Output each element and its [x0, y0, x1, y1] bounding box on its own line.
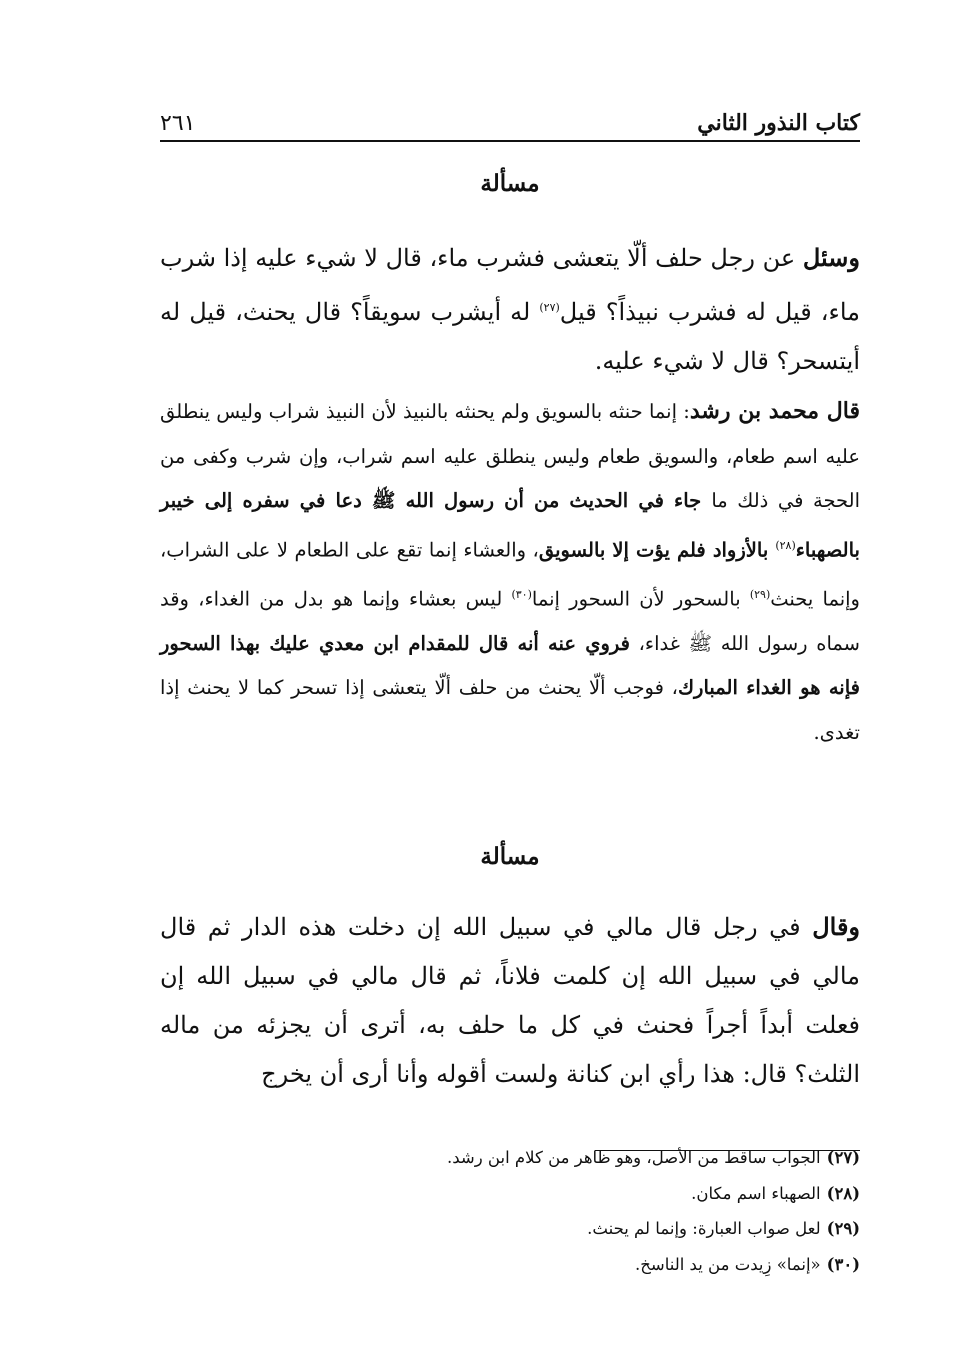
paragraph-text: عن رجل حلف ألّا يتعشى فشرب ماء، قال لا شيء عليه إذا شرب ماء، قيل له فشرب نبيذاً؟ قيل — [160, 244, 860, 326]
paragraph-text: في رجل قال مالي في سبيل الله إن دخلت هذه الدار ثم قال مالي في سبيل الله إن كلمت فلاناً، ثم قال مالي في سبيل الله إن فعلت أبداً أجراً فحنث في كل ما حلف به، أترى أن يجزئه من ماله الثلث؟ قال: هذا رأي ابن كنانة ولست أقوله وأنا أرى أن يخرج — [160, 913, 860, 1088]
footnotes — [160, 1140, 860, 1282]
footnote-ref: (٢٨) — [775, 538, 796, 552]
paragraph-text: : إنما حنثه بالسويق ولم يحنثه بالنبيذ لأن النبيذ شراب وليس ينطلق عليه اسم طعام، والسويق طعام وليس ينطلق عليه اسم شراب، وإن شرب وكفى من الحجة في ذلك ما — [160, 400, 860, 512]
paragraph-emphasis: جاء في الحديث من أن رسول الله ﷺ دعا في سفره إلى خيبر بالصهباء — [160, 489, 860, 561]
footnote-text: لعل صواب العبارة: وإنما لم يحنث. — [587, 1219, 821, 1238]
page-header — [160, 100, 860, 136]
paragraph-emphasis: بالأزواد فلم يؤت إلا بالسويق — [538, 538, 776, 561]
paragraph-lead: وقال — [812, 912, 860, 941]
footnote-number: (٢٧) — [826, 1148, 860, 1167]
section-title: مسألة — [480, 170, 540, 197]
footnote-text: الجواب ساقط من الأصل، وهو ظاهر من كلام ابن رشد. — [446, 1148, 821, 1167]
footnote-ref: (٢٩) — [749, 587, 771, 601]
footnote-text: الصهباء اسم مكان. — [691, 1183, 821, 1203]
paragraph-text: ، فوجب ألّا يحنث من حلف ألّا يتعشى إذا تسحر كما لا يحنث إذا تغدى. — [160, 676, 860, 744]
footnote-ref: (٣٠) — [511, 587, 532, 601]
footnote-number: (٢٩) — [826, 1219, 860, 1238]
paragraph-commentary — [160, 389, 860, 755]
footnote-number: (٢٨) — [826, 1183, 860, 1203]
paragraph-text: ، والعشاء إنما تقع على الطعام لا على الشراب، وإنما يحنث — [160, 538, 860, 610]
footnote — [160, 1211, 860, 1247]
paragraph-lead: وسئل — [802, 243, 860, 272]
paragraph-question-1 — [160, 233, 860, 386]
paragraph-emphasis: فروي عنه أنه قال للمقدام ابن معدي عليك بهذا السحور فإنه هو الغداء المبارك — [160, 631, 861, 699]
paragraph-lead: قال محمد بن رشد — [689, 398, 860, 424]
paragraph-question-2 — [160, 902, 860, 1099]
paragraph-text: بالسحور لأن السحور إنما — [531, 587, 750, 610]
running-title: كتاب النذور الثاني — [697, 110, 860, 136]
footnote-text: «إنما» زِيدت من يد الناسخ. — [634, 1254, 821, 1274]
footnote-number: (٣٠) — [826, 1254, 860, 1274]
paragraph-text: له أيشرب سويقاً؟ قال يحنث، قيل له أيتسحر؟ قال لا شيء عليه. — [160, 298, 860, 375]
page-number: ٢٦١ — [160, 111, 196, 136]
paragraph-text: ليس بعشاء وإنما هو بدل من الغداء، وقد سماه رسول الله ﷺ غداء، — [160, 587, 860, 655]
footnote — [160, 1176, 860, 1212]
footnote — [160, 1140, 860, 1176]
footnote — [160, 1247, 860, 1283]
header-rule — [160, 140, 860, 142]
section-title: مسألة — [480, 843, 540, 870]
footnote-ref: (٢٧) — [539, 301, 560, 314]
